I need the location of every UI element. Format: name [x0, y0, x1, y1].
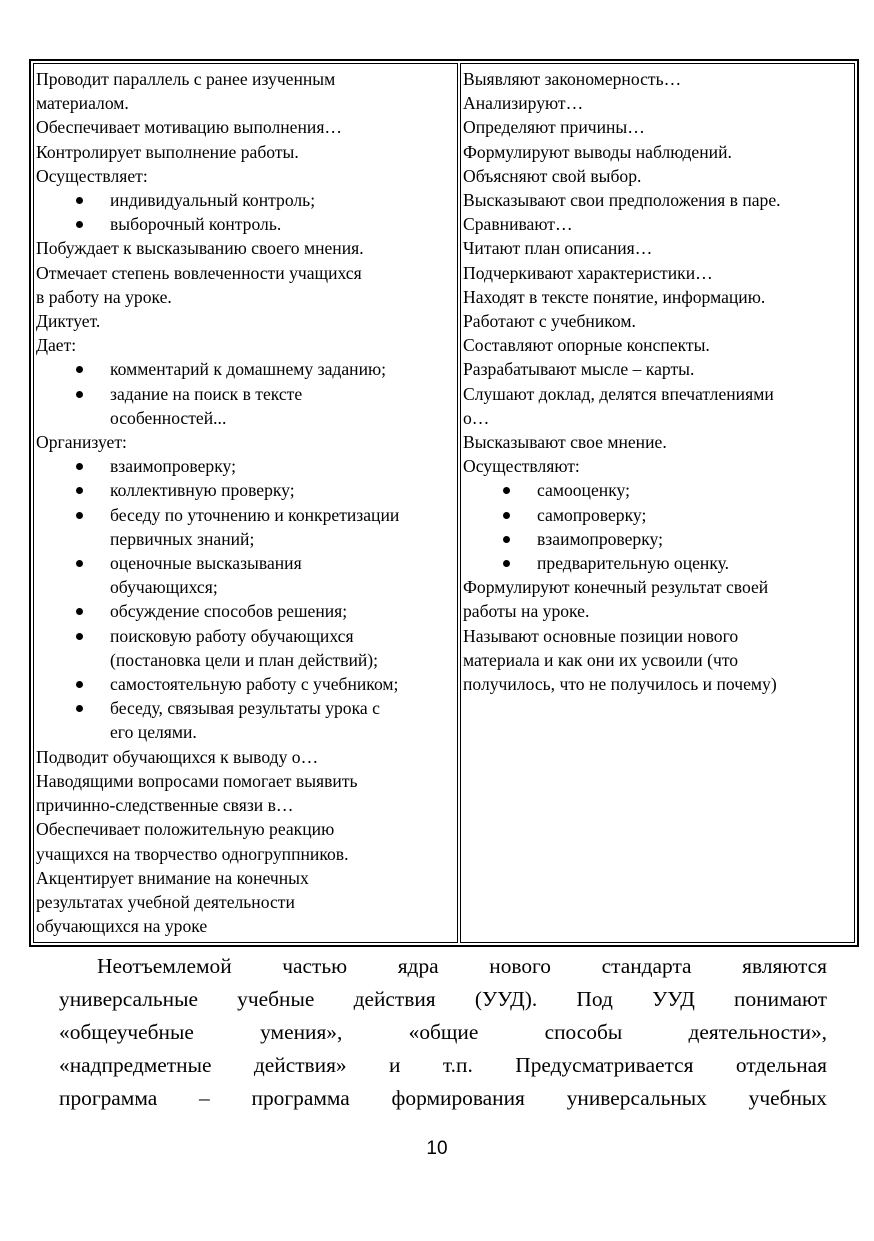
bullet-item	[36, 382, 457, 430]
cell-text-line: Называют основные позиции нового	[463, 625, 739, 646]
cell-text-line: Высказывают свои предположения в паре.	[463, 190, 781, 211]
cell-text-line: обучающихся на уроке	[36, 916, 208, 937]
bullet-item-text: задание на поиск в тексте	[110, 383, 303, 404]
bullet-item-text: взаимопроверку;	[110, 456, 236, 477]
paragraph-line: Неотъемлемой частью ядра нового стандарта являются	[97, 954, 827, 978]
cell-text-line: работы на уроке.	[463, 601, 590, 622]
cell-text-line: в работу на уроке.	[36, 286, 172, 307]
cell-text-line: Формулируют выводы наблюдений.	[463, 141, 732, 162]
bullet-item-text: его целями.	[110, 722, 197, 743]
bullet-item-text: (постановка цели и план действий);	[110, 649, 379, 670]
bullet-item	[36, 599, 457, 623]
bullet-item-text: самооценку;	[537, 480, 630, 501]
bullet-item-text: предварительную оценку.	[537, 553, 730, 574]
bullet-dot-icon	[76, 197, 83, 204]
bullet-item-text: особенностей...	[110, 407, 227, 428]
bullet-item	[36, 188, 457, 212]
page-number: 10	[426, 1138, 448, 1159]
bullet-item	[36, 357, 457, 381]
cell-text-line: Организует:	[36, 432, 127, 453]
cell-text-line: Побуждает к высказыванию своего мнения.	[36, 238, 364, 259]
bullet-item	[463, 551, 854, 575]
bullet-list	[36, 357, 457, 430]
paragraph-line: «надпредметные действия» и т.п. Предусматривается отдельная	[59, 1053, 827, 1077]
bullet-list	[36, 454, 457, 744]
cell-text-line: Осуществляет:	[36, 165, 148, 186]
cell-text-line: Осуществляют:	[463, 456, 580, 477]
bullet-list	[36, 188, 457, 236]
bullet-item	[36, 212, 457, 236]
student-activities-column	[460, 63, 855, 943]
cell-text-line: Проводит параллель с ранее изученным	[36, 69, 336, 89]
bullet-item-text: беседу по уточнению и конкретизации	[110, 504, 400, 525]
body-paragraph	[59, 950, 827, 1115]
cell-text-line: Анализируют…	[463, 93, 584, 114]
cell-text-line: Выявляют закономерность…	[463, 69, 682, 89]
bullet-item	[463, 478, 854, 502]
bullet-item-text: самостоятельную работу с учебником;	[110, 674, 399, 695]
bullet-item-text: обучающихся;	[110, 577, 218, 598]
paragraph-line: универсальные учебные действия (УУД). Под УУД понимают	[59, 987, 827, 1011]
paragraph-line: «общеучебные умения», «общие способы деятельности»,	[59, 1020, 827, 1044]
bullet-item-text: оценочные высказывания	[110, 553, 302, 574]
cell-text-line: Работают с учебником.	[463, 311, 636, 332]
bullet-item	[36, 551, 457, 599]
bullet-dot-icon	[76, 560, 83, 567]
cell-text-line: причинно-следственные связи в…	[36, 795, 294, 816]
cell-text-line: Диктует.	[36, 311, 101, 332]
cell-text-line: Наводящими вопросами помогает выявить	[36, 770, 358, 791]
bullet-item	[36, 454, 457, 478]
bullet-item-text: обсуждение способов решения;	[110, 601, 348, 622]
bullet-dot-icon	[503, 560, 510, 567]
bullet-item	[463, 503, 854, 527]
activities-table	[29, 59, 859, 947]
cell-text-line: Определяют причины…	[463, 117, 645, 138]
cell-text-line: получилось, что не получилось и почему)	[463, 674, 777, 695]
cell-text-line: результатах учебной деятельности	[36, 891, 295, 912]
bullet-item-text: самопроверку;	[537, 504, 647, 525]
cell-text-line: Объясняют свой выбор.	[463, 165, 642, 186]
bullet-dot-icon	[503, 512, 510, 519]
cell-text-line: Акцентирует внимание на конечных	[36, 867, 309, 888]
bullet-item-text: взаимопроверку;	[537, 528, 663, 549]
bullet-dot-icon	[76, 391, 83, 398]
bullet-dot-icon	[503, 536, 510, 543]
cell-text-line: Отмечает степень вовлеченности учащихся	[36, 262, 362, 283]
cell-text-line: Дает:	[36, 335, 77, 356]
cell-text-line: Составляют опорные конспекты.	[463, 335, 710, 356]
bullet-item	[36, 624, 457, 672]
bullet-list	[463, 478, 854, 575]
cell-text-line: Подчеркивают характеристики…	[463, 262, 713, 283]
bullet-item-text: поисковую работу обучающихся	[110, 625, 354, 646]
cell-text-line: Обеспечивает положительную реакцию	[36, 819, 335, 840]
bullet-item	[36, 696, 457, 744]
cell-text-line: Разрабатывают мысле – карты.	[463, 359, 695, 380]
bullet-item	[36, 672, 457, 696]
cell-text-line: Обеспечивает мотивацию выполнения…	[36, 117, 343, 138]
bullet-item-text: беседу, связывая результаты урока с	[110, 698, 380, 719]
cell-text-line: Формулируют конечный результат своей	[463, 577, 769, 598]
bullet-item-text: выборочный контроль.	[110, 214, 282, 235]
bullet-item-text: индивидуальный контроль;	[110, 190, 316, 211]
bullet-item-text: комментарий к домашнему заданию;	[110, 359, 387, 380]
paragraph-line: программа – программа формирования универсальных учебных	[59, 1086, 827, 1110]
bullet-item	[36, 478, 457, 502]
bullet-item-text: коллективную проверку;	[110, 480, 295, 501]
cell-text-line: Сравнивают…	[463, 214, 573, 235]
cell-text-line: Слушают доклад, делятся впечатлениями	[463, 383, 774, 404]
cell-text-line: материала и как они их усвоили (что	[463, 649, 739, 670]
teacher-activities-column	[33, 63, 458, 943]
cell-text-line: материалом.	[36, 93, 129, 114]
cell-text-line: Читают план описания…	[463, 238, 653, 259]
cell-text-line: учащихся на творчество одногруппников.	[36, 843, 349, 864]
cell-text-line: Находят в тексте понятие, информацию.	[463, 286, 766, 307]
bullet-item	[463, 527, 854, 551]
bullet-item-text: первичных знаний;	[110, 528, 255, 549]
cell-text-line: Подводит обучающихся к выводу о…	[36, 746, 319, 767]
bullet-item	[36, 503, 457, 551]
cell-text-line: Контролирует выполнение работы.	[36, 141, 299, 162]
cell-text-line: Высказывают свое мнение.	[463, 432, 667, 453]
bullet-dot-icon	[76, 633, 83, 640]
bullet-dot-icon	[76, 512, 83, 519]
cell-text-line: о…	[463, 407, 490, 428]
